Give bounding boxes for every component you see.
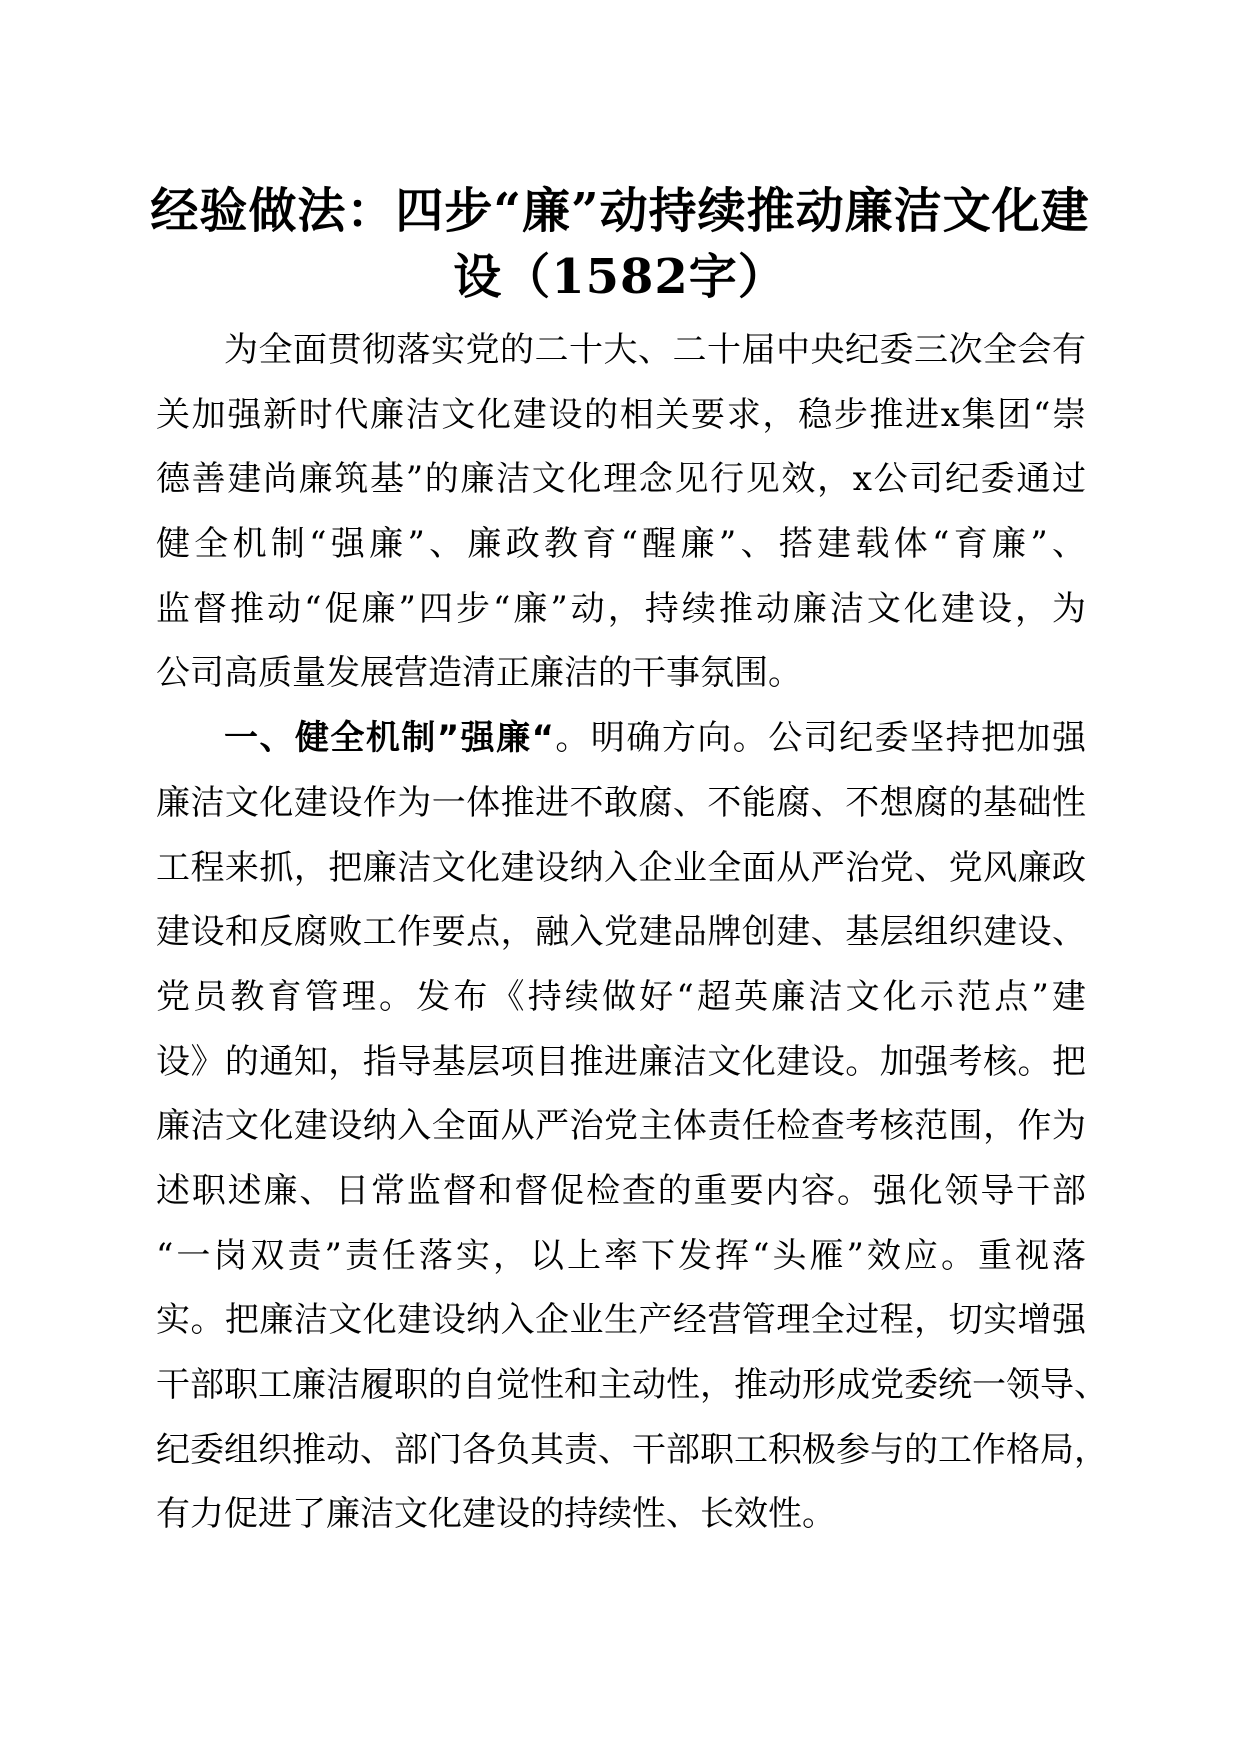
section-1-first-line (156, 706, 1086, 771)
section-1-line: 建设和反腐败工作要点，融入党建品牌创建、基层组织建设、 (156, 912, 1086, 953)
section-1-first-line-text: 。明确方向。公司纪委坚持把加强 (553, 718, 1086, 759)
intro-line: 健全机制“强廉”、廉政教育“醒廉”、搭建载体“育廉”、 (156, 524, 1086, 565)
section-1-line: 廉洁文化建设纳入全面从严治党主体责任检查考核范围，作为 (156, 1106, 1086, 1147)
section-1-paragraph (156, 706, 1108, 1547)
intro-line: 监督推动“促廉”四步“廉”动，持续推动廉洁文化建设，为 (156, 588, 1086, 629)
document-body (156, 318, 1108, 1547)
intro-line: 为全面贯彻落实党的二十大、二十届中央纪委三次全会有 (224, 330, 1086, 370)
document-title (150, 178, 1090, 310)
intro-line: 德善建尚廉筑基”的廉洁文化理念见行见效，x公司纪委通过 (156, 459, 1086, 500)
section-1-line: 干部职工廉洁履职的自觉性和主动性，推动形成党委统一领导、 (156, 1365, 1108, 1405)
intro-line: 关加强新时代廉洁文化建设的相关要求，稳步推进x集团“崇 (156, 394, 1086, 435)
section-1-line: 实。把廉洁文化建设纳入企业生产经营管理全过程，切实增强 (156, 1300, 1086, 1341)
section-1-line: 纪委组织推动、部门各负其责、干部职工积极参与的工作格局， (156, 1429, 1108, 1470)
title-line-1: 经验做法：四步“廉”动持续推动廉洁文化建 (150, 183, 1090, 239)
section-1-line: 党员教育管理。发布《持续做好“超英廉洁文化示范点”建 (156, 976, 1086, 1017)
section-1-line: “一岗双责”责任落实，以上率下发挥“头雁”效应。重视落 (156, 1235, 1086, 1276)
intro-paragraph (156, 318, 1086, 706)
section-1-line: 设》的通知，指导基层项目推进廉洁文化建设。加强考核。把 (156, 1041, 1086, 1082)
section-1-line: 有力促进了廉洁文化建设的持续性、长效性。 (156, 1494, 836, 1535)
section-1-heading: 一、健全机制”强廉“ (224, 718, 554, 759)
title-line-2: 设（1582字） (453, 249, 787, 305)
section-1-line: 工程来抓，把廉洁文化建设纳入企业全面从严治党、党风廉政 (156, 847, 1086, 888)
intro-line: 公司高质量发展营造清正廉洁的干事氛围。 (156, 653, 802, 694)
section-1-line: 廉洁文化建设作为一体推进不敢腐、不能腐、不想腐的基础性 (156, 782, 1086, 823)
section-1-line: 述职述廉、日常监督和督促检查的重要内容。强化领导干部 (156, 1170, 1086, 1211)
